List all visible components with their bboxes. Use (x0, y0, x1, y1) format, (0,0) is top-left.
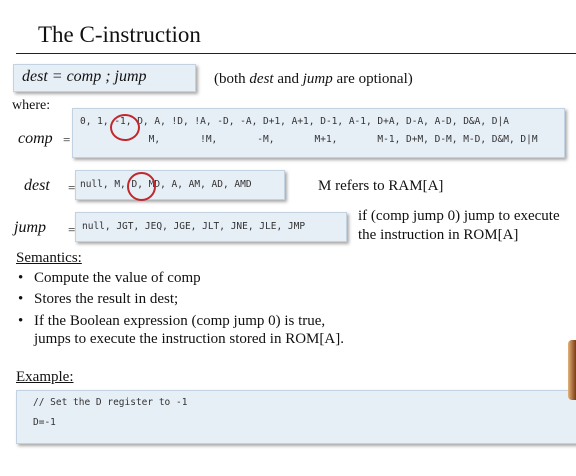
semantics-bullet-continuation: jumps to execute the instruction stored in ROM[A]. (34, 331, 344, 347)
page-title: The C-instruction (38, 22, 201, 47)
dest-values: null, M, D, MD, A, AM, AD, AMD (80, 179, 252, 190)
example-comment: // Set the D register to -1 (33, 397, 188, 408)
note-dest: dest (249, 71, 274, 87)
example-code: D=-1 (33, 417, 56, 428)
note-suffix: are optional) (336, 71, 413, 87)
semantics-heading: Semantics: (16, 250, 82, 266)
note-and: and (277, 71, 300, 87)
syntax-formula: dest = comp ; jump (22, 68, 147, 85)
comp-label: comp (18, 130, 53, 147)
jump-note-line2: the instruction in ROM[A] (358, 227, 519, 243)
example-heading: Example: (16, 369, 74, 385)
comp-equals: = (63, 132, 71, 147)
jump-label: jump (14, 219, 46, 236)
jump-equals: = (68, 222, 76, 237)
jump-note-line1: if (comp jump 0) jump to execute (358, 208, 560, 224)
dest-label: dest (24, 177, 50, 194)
dest-note: M refers to RAM[A] (318, 178, 444, 194)
semantics-bullet: If the Boolean expression (comp jump 0) is true, (34, 313, 326, 329)
where-label: where: (12, 98, 51, 113)
presenter-hand-decoration (568, 340, 576, 400)
comp-row-m: M, !M, -M, M+1, M-1, D+M, D-M, M-D, D&M, D|M (80, 134, 538, 145)
jump-values: null, JGT, JEQ, JGE, JLT, JNE, JLE, JMP (82, 221, 306, 232)
note-prefix: (both (214, 71, 246, 87)
comp-row-a: 0, 1, -1, D, A, !D, !A, -D, -A, D+1, A+1, D-1, A-1, D+A, D-A, A-D, D&A, D|A (80, 116, 509, 127)
bullet-dot: • (18, 270, 24, 286)
note-jump: jump (302, 71, 333, 87)
bullet-dot: • (18, 291, 24, 307)
syntax-note (214, 71, 413, 88)
annotation-circle-comp (110, 114, 140, 141)
dest-equals: = (68, 180, 76, 195)
title-divider (16, 53, 576, 54)
bullet-dot: • (18, 313, 24, 329)
annotation-circle-dest (127, 172, 156, 201)
semantics-bullet: Compute the value of comp (34, 270, 201, 286)
semantics-bullet: Stores the result in dest; (34, 291, 179, 307)
